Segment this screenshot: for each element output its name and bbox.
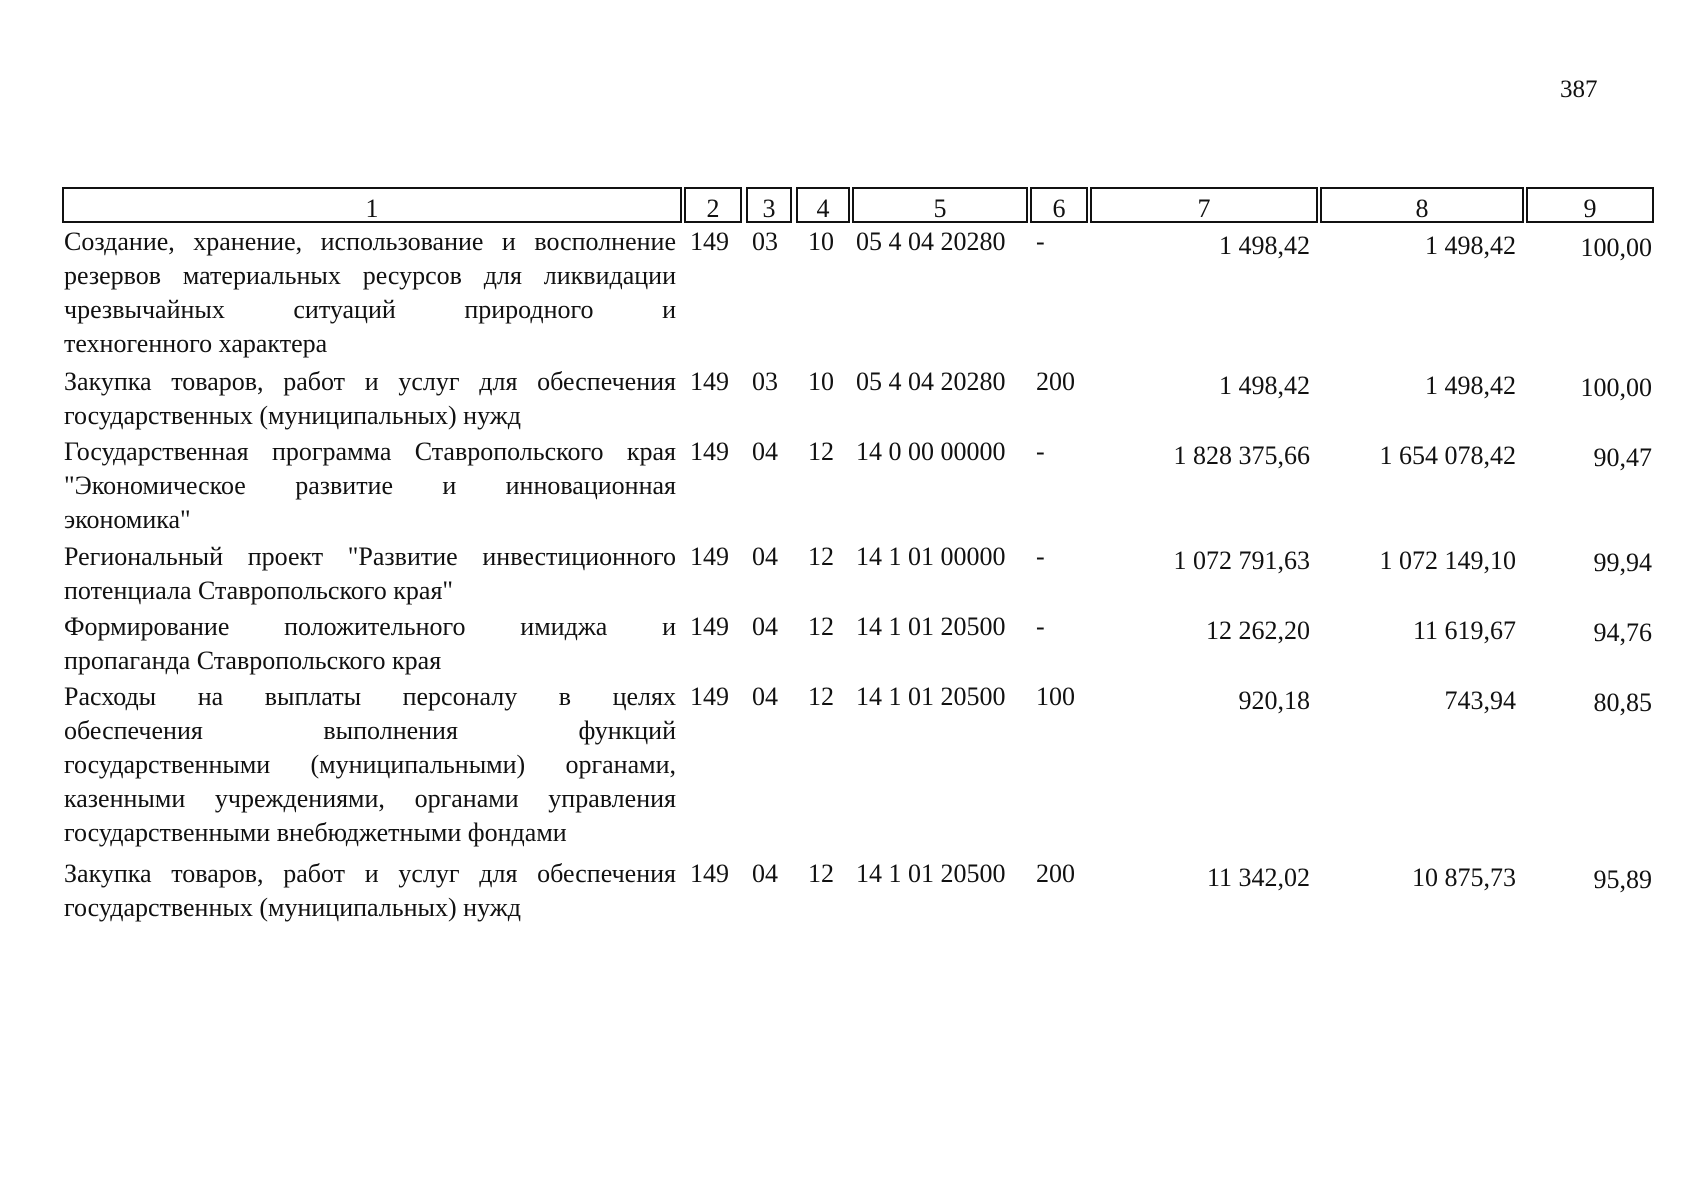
header-col-4: 4: [796, 187, 850, 223]
row-name-line: государственных (муниципальных) нужд: [64, 893, 521, 922]
row-col-5: 14 1 01 00000: [856, 542, 1006, 571]
row-col-3: 04: [752, 612, 778, 641]
row-col-2: 149: [690, 437, 729, 466]
row-col-5: 05 4 04 20280: [856, 367, 1006, 396]
row-col-7: 1 828 375,66: [1173, 441, 1310, 470]
row-name-line: чрезвычайных ситуаций природного и: [64, 295, 676, 324]
row-col-8: 743,94: [1444, 686, 1516, 715]
row-name-line: казенными учреждениями, органами управления: [64, 784, 676, 813]
row-col-4: 12: [808, 612, 834, 641]
row-name-line: Формирование положительного имиджа и: [64, 612, 676, 641]
row-col-4: 12: [808, 859, 834, 888]
row-name-line: потенциала Ставропольского края": [64, 576, 454, 605]
row-col-8: 11 619,67: [1412, 616, 1516, 645]
row-col-7: 12 262,20: [1206, 616, 1310, 645]
row-col-5: 05 4 04 20280: [856, 227, 1006, 256]
row-name-line: Региональный проект "Развитие инвестиционного: [64, 542, 676, 571]
row-col-5: 14 0 00 00000: [856, 437, 1006, 466]
row-col-5: 14 1 01 20500: [856, 612, 1006, 641]
header-col-5: 5: [852, 187, 1028, 223]
row-col-7: 1 498,42: [1219, 231, 1310, 260]
row-name-line: Государственная программа Ставропольского края: [64, 437, 676, 466]
row-name: [64, 365, 676, 433]
row-name: [64, 857, 676, 925]
header-col-3: 3: [746, 187, 792, 223]
header-col-8: 8: [1320, 187, 1524, 223]
row-name-line: государственными внебюджетными фондами: [64, 818, 567, 847]
row-col-2: 149: [690, 227, 729, 256]
row-name-line: Создание, хранение, использование и восполнение: [64, 227, 676, 256]
row-col-4: 12: [808, 542, 834, 571]
row-name-line: обеспечения выполнения функций: [64, 716, 676, 745]
header-col-2: 2: [684, 187, 742, 223]
row-col-6: 100: [1036, 682, 1075, 711]
row-col-8: 1 498,42: [1425, 231, 1516, 260]
row-col-3: 04: [752, 437, 778, 466]
row-col-9: 80,85: [1593, 688, 1652, 717]
row-name-line: пропаганда Ставропольского края: [64, 646, 442, 675]
row-col-3: 04: [752, 682, 778, 711]
row-name-line: техногенного характера: [64, 329, 328, 358]
row-col-9: 99,94: [1593, 548, 1652, 577]
row-col-5: 14 1 01 20500: [856, 682, 1006, 711]
row-col-9: 95,89: [1593, 865, 1652, 894]
row-col-3: 04: [752, 859, 778, 888]
row-col-2: 149: [690, 542, 729, 571]
row-col-8: 10 875,73: [1412, 863, 1516, 892]
row-name-line: Закупка товаров, работ и услуг для обеспечения: [64, 859, 676, 888]
row-col-3: 04: [752, 542, 778, 571]
row-name-line: экономика": [64, 505, 191, 534]
row-name: [64, 610, 676, 678]
row-col-4: 12: [808, 682, 834, 711]
row-col-9: 100,00: [1580, 233, 1652, 262]
row-col-8: 1 654 078,42: [1379, 441, 1516, 470]
row-col-9: 100,00: [1580, 373, 1652, 402]
row-col-7: 920,18: [1238, 686, 1310, 715]
row-name: [64, 435, 676, 537]
row-col-4: 10: [808, 367, 834, 396]
row-col-4: 12: [808, 437, 834, 466]
row-name-line: государственных (муниципальных) нужд: [64, 401, 521, 430]
row-col-3: 03: [752, 367, 778, 396]
row-col-9: 90,47: [1593, 443, 1652, 472]
row-col-4: 10: [808, 227, 834, 256]
row-col-3: 03: [752, 227, 778, 256]
row-col-6: -: [1036, 542, 1045, 571]
page-number: 387: [1560, 76, 1598, 103]
row-name: [64, 540, 676, 608]
row-col-6: 200: [1036, 367, 1075, 396]
row-col-7: 1 072 791,63: [1173, 546, 1310, 575]
row-col-8: 1 072 149,10: [1379, 546, 1516, 575]
row-name: [64, 225, 676, 361]
header-col-7: 7: [1090, 187, 1318, 223]
row-col-2: 149: [690, 859, 729, 888]
row-name-line: Расходы на выплаты персоналу в целях: [64, 682, 676, 711]
row-col-5: 14 1 01 20500: [856, 859, 1006, 888]
table-header: [0, 187, 1696, 227]
row-name-line: "Экономическое развитие и инновационная: [64, 471, 676, 500]
row-col-6: -: [1036, 612, 1045, 641]
row-name: [64, 680, 676, 850]
row-col-2: 149: [690, 367, 729, 396]
row-name-line: государственными (муниципальными) органами,: [64, 750, 676, 779]
row-col-6: -: [1036, 227, 1045, 256]
row-col-2: 149: [690, 682, 729, 711]
row-col-7: 1 498,42: [1219, 371, 1310, 400]
row-name-line: резервов материальных ресурсов для ликвидации: [64, 261, 676, 290]
header-col-1: 1: [62, 187, 682, 223]
row-col-2: 149: [690, 612, 729, 641]
row-col-7: 11 342,02: [1206, 863, 1310, 892]
row-col-6: 200: [1036, 859, 1075, 888]
row-col-6: -: [1036, 437, 1045, 466]
row-col-9: 94,76: [1593, 618, 1652, 647]
row-name-line: Закупка товаров, работ и услуг для обеспечения: [64, 367, 676, 396]
row-col-8: 1 498,42: [1425, 371, 1516, 400]
header-col-9: 9: [1526, 187, 1654, 223]
header-col-6: 6: [1030, 187, 1088, 223]
